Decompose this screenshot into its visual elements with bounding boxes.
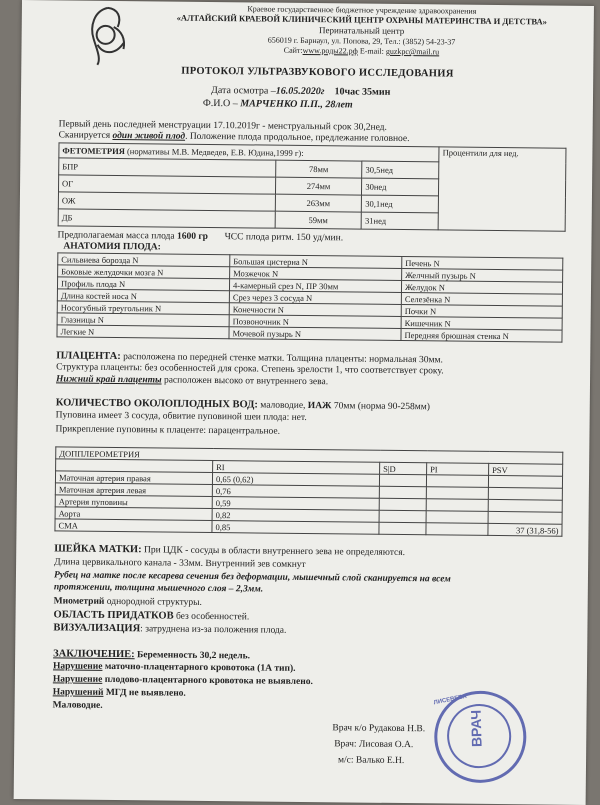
patient-line — [203, 98, 353, 111]
signature-3: м/с: Валько Е.Н. — [338, 755, 405, 767]
fet-name: ДБ — [58, 209, 275, 228]
header-line-1: Краевое государственное бюджетное учреждение здравоохранения — [247, 4, 477, 16]
conclusion-item-1: Нарушение маточно-плацентарного кровотока (1А тип). — [52, 661, 296, 674]
anat-cell: Почки N — [401, 304, 562, 318]
signature-1: Врач к/о Рудакова Н.В. — [332, 723, 426, 735]
anat-cell: Легкие N — [57, 325, 229, 339]
anat-cell: Желчный пузырь N — [402, 268, 563, 282]
placenta-line-3 — [56, 374, 328, 387]
adnexa-line — [54, 609, 250, 622]
cord-line-2: Прикрепление пуповины к плаценте: парацентральное. — [55, 424, 281, 437]
vis-text: : затруднена из-за положения плода. — [140, 624, 287, 636]
stamp-word: ВРАЧ — [467, 709, 485, 748]
col-sd: S|D — [380, 462, 427, 474]
lmp-line: Первый день последней менструации 17.10.2019г - менструальный срок 30,2нед. — [58, 119, 387, 133]
email-link[interactable]: guzkpc@mail.ru — [385, 46, 440, 57]
weight-label: Предполагаемая масса плода — [57, 230, 175, 242]
protocol-title: ПРОТОКОЛ УЛЬТРАЗВУКОВОГО ИССЛЕДОВАНИЯ — [181, 65, 454, 80]
fet-weeks: 30,5нед — [362, 161, 439, 179]
fet-weeks: 30,1нед — [362, 195, 439, 213]
placenta-text: расположена по передней стенке матки. Толщина плаценты: нормальная 30мм. — [120, 352, 443, 366]
dop-ri: 0,65 (0,62) — [212, 473, 379, 487]
dop-ri: 0,85 — [212, 521, 379, 535]
anat-cell: Срез через 3 сосуда N — [229, 291, 401, 305]
fluid-label: КОЛИЧЕСТВО ОКОЛОПЛОДНЫХ ВОД: — [55, 397, 258, 411]
placenta-label: ПЛАЦЕНТА: — [56, 350, 121, 363]
document-page — [14, 0, 594, 805]
col-pi: PI — [427, 463, 489, 476]
signature-2: Врач: Лисовая О.А. — [334, 739, 414, 751]
scan-value: один живой плод — [112, 130, 186, 142]
conclusion-item-2: Нарушение плодово-плацентарного кровотока не выявлено. — [52, 674, 313, 688]
cervix-text: При ЦДК - сосуды в области внутреннего зева не определяются. — [141, 545, 406, 559]
mother-child-logo — [83, 5, 132, 67]
scan-rest: . Положение плода продольное, предлежание головное. — [185, 131, 410, 145]
anat-cell: Глазницы N — [57, 313, 229, 327]
conclusion-item-4: Маловодие. — [52, 700, 103, 711]
fetometry-norms: (нормативы М.В. Медведев, Е.В. Юдина,1999 г): — [126, 146, 304, 158]
heart-rate: ЧСС плода ритм. 150 уд/мин. — [224, 232, 344, 244]
email-label: E-mail: — [359, 46, 384, 56]
header-line-3: Перинатальный центр — [319, 25, 405, 37]
anat-cell: Мозжечок N — [230, 267, 402, 281]
fetometry-title: ФЕТОМЕТРИЯ — [62, 145, 125, 157]
stamp-ring-text: ЛИСЕВЕВА — [433, 693, 468, 707]
anat-cell: Позвоночник N — [229, 315, 401, 329]
cervix-line-1 — [54, 543, 405, 558]
exam-time: 10час 35мин — [334, 86, 391, 98]
iazh-text: 70мм (норма 90-258мм) — [331, 401, 431, 413]
anat-cell: Желудок N — [401, 280, 562, 294]
fet-mm: 78мм — [275, 160, 362, 178]
scar-line-1: Рубец на матке после кесарева сечения без деформации, мышечный слой сканируется на всем — [53, 570, 451, 585]
patient-name: МАРЧЕНКО П.П., 28лет — [240, 98, 353, 111]
header-line-2: «АЛТАЙСКИЙ КРАЕВОЙ КЛИНИЧЕСКИЙ ЦЕНТР ОХРАНЫ МАТЕРИНСТВА И ДЕТСТВА» — [176, 12, 547, 27]
scan-label: Сканируется — [58, 130, 111, 141]
iazh-label: ИАЖ — [307, 401, 332, 412]
anat-cell: 4-камерный срез N, ПР 30мм — [229, 279, 401, 293]
site-label: Сайт: — [283, 45, 303, 55]
doppler-title: ДОППЛЕРОМЕТРИЯ — [56, 447, 563, 464]
percentile-cell — [438, 147, 566, 231]
cervix-line-2: Длина цервикального канала - 33мм. Внутренний зев сомкнут — [54, 557, 306, 571]
anat-cell: Конечности N — [229, 303, 401, 317]
fet-mm: 274мм — [275, 177, 362, 195]
date-label: Дата осмотра – — [211, 84, 276, 97]
conclusion-line — [53, 648, 250, 661]
doppler-table — [54, 446, 563, 536]
fet-name: ОГ — [58, 175, 275, 194]
visualization-line — [53, 622, 286, 635]
anat-cell: Кишечник N — [401, 316, 562, 330]
doctor-stamp — [426, 683, 534, 791]
cervix-label: ШЕЙКА МАТКИ: — [54, 543, 142, 556]
placenta-line-2: Структура плаценты: без особенностей для срока. Степень зрелости 1, что соответствует сроку. — [56, 362, 444, 377]
fet-mm: 263мм — [275, 194, 362, 212]
col-ri: RI — [213, 461, 380, 475]
anatomy-title: АНАТОМИЯ ПЛОДА: — [63, 241, 161, 253]
anat-cell: Печень N — [402, 256, 563, 270]
dop-ri: 0,76 — [212, 485, 379, 499]
weight-value: 1600 гр — [176, 231, 209, 242]
conclusion-text: Беременность 30,2 недель. — [134, 650, 251, 662]
dop-ri: 0,82 — [212, 509, 379, 523]
conclusion-label: ЗАКЛЮЧЕНИЕ: — [53, 648, 135, 661]
anatomy-table — [56, 252, 563, 342]
myo-text: однородной структуры. — [104, 596, 202, 608]
placenta-edge-label: Нижний край плаценты — [55, 374, 162, 386]
dop-name: Маточная артерия левая — [55, 483, 212, 497]
percentile-header: Процентили для нед. — [442, 147, 519, 159]
anat-cell: Передняя брюшная стенка N — [401, 328, 562, 342]
fet-weeks: 30нед — [362, 178, 439, 196]
myometrium-line — [54, 596, 202, 608]
adnexa-text: без особенностей. — [173, 611, 250, 623]
anat-cell: Длина костей носа N — [57, 289, 229, 303]
fio-label: Ф.И.О – — [202, 97, 238, 110]
vis-label: ВИЗУАЛИЗАЦИЯ — [53, 622, 141, 635]
myo-label: Миометрий — [53, 596, 105, 607]
placenta-edge-text: расположен высоко от внутреннего зева. — [161, 375, 329, 388]
dop-psv: 37 (31,8-56) — [488, 523, 562, 536]
exam-date: 16.05.2020г — [275, 85, 325, 98]
fet-weeks: 31нед — [361, 212, 438, 230]
fluid-text: маловодие, — [257, 400, 308, 412]
dop-ri: 0,59 — [212, 497, 379, 511]
anat-cell: Сильвиева борозда N — [58, 253, 230, 267]
fet-name: БПР — [59, 158, 276, 177]
header-address: 656019 г. Барнаул, ул. Попова, 29, Тел.: (3852) 54-23-37 — [267, 35, 456, 47]
scar-line-2: протяжении, толщина мышечного слоя – 2,3мм. — [53, 582, 264, 595]
anat-cell: Носогубный треугольник N — [57, 301, 229, 315]
dop-name: СМА — [55, 519, 212, 533]
anat-cell: Большая цистерна N — [230, 255, 402, 269]
cord-line-1: Пуповина имеет 3 сосуда, обвитие пуповиной шеи плода: нет. — [55, 410, 307, 424]
dop-name: Маточная артерия правая — [55, 471, 212, 485]
anat-cell: Профиль плода N — [57, 277, 229, 291]
fetometry-table — [58, 142, 567, 231]
dop-name: Артерия пуповины — [55, 495, 212, 509]
adnexa-label: ОБЛАСТЬ ПРИДАТКОВ — [53, 609, 174, 622]
fet-name: ОЖ — [58, 192, 275, 211]
col-psv: PSV — [489, 463, 563, 476]
dop-name: Аорта — [55, 507, 212, 521]
anat-cell: Боковые желудочки мозга N — [58, 265, 230, 279]
anat-cell: Мочевой пузырь N — [229, 327, 401, 341]
site-link[interactable]: www.роды22.рф — [302, 45, 358, 56]
fet-mm: 59мм — [275, 211, 362, 229]
anat-cell: Селезёнка N — [401, 292, 562, 306]
conclusion-item-3: Нарушений МГД не выявлено. — [52, 687, 186, 699]
exam-date-line — [211, 85, 390, 98]
